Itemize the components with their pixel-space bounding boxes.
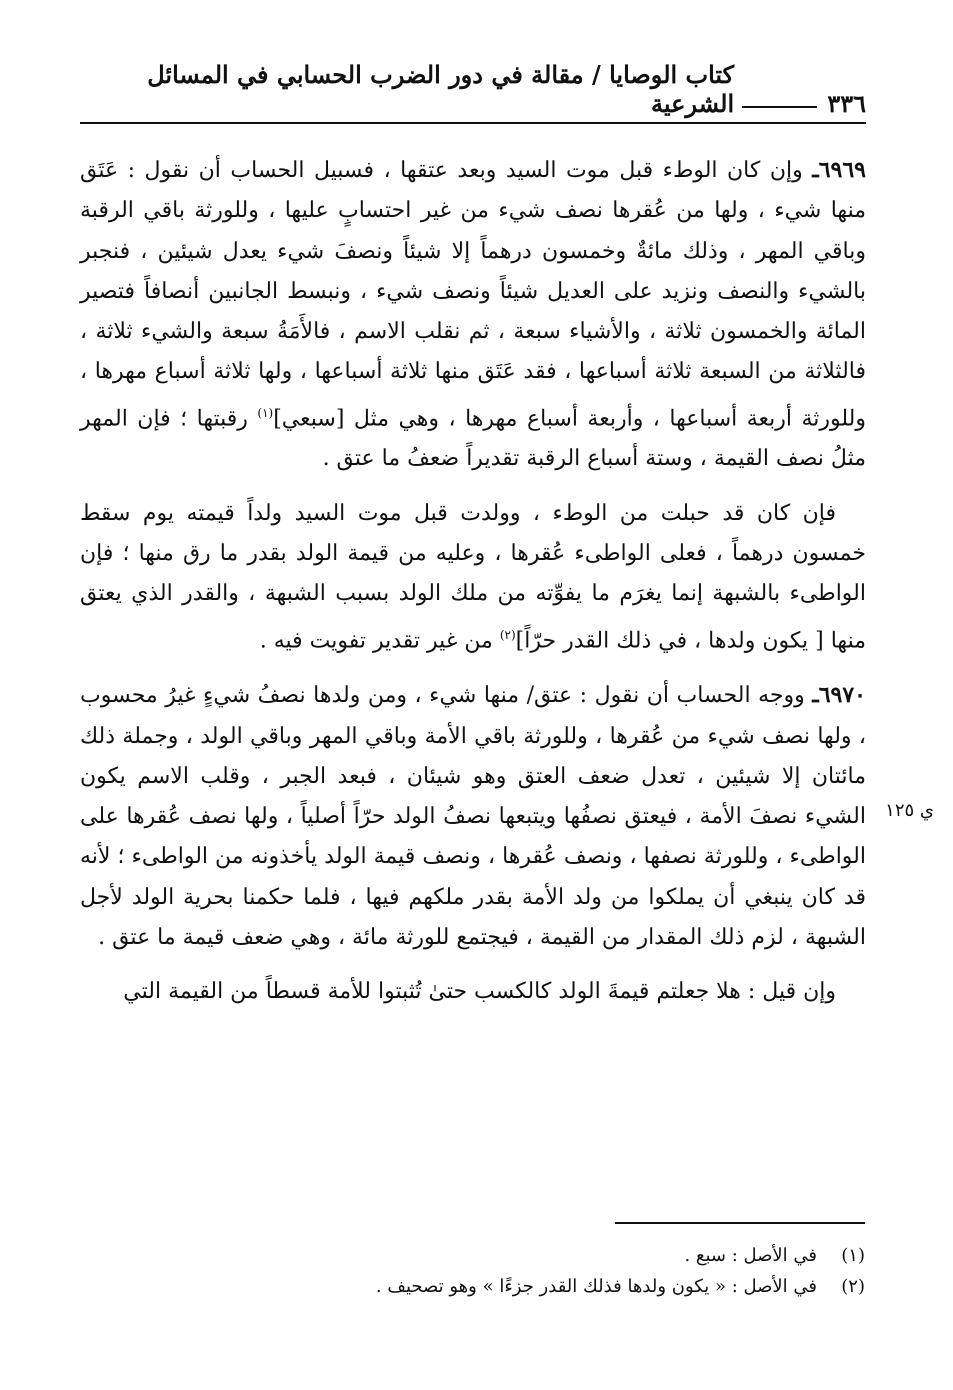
footnote-ref[interactable]: (١) bbox=[257, 405, 274, 420]
page-number: ٣٣٦ bbox=[827, 89, 866, 118]
paragraph-text: وإن كان الوطء قبل موت السيد وبعد عتقها ، فسبيل الحساب أن نقول : عَتَق منها شيء ، ولها من عُقرها نصف شيء من غير احتسابٍ عليها ، وللورثة باقي الرقبة وباقي المهر ، وذلك مائةٌ وخمسون درهماً إلا شيئاً ونصفَ شيء يعدل شيئين ، فنجبر بالشيء والنصف ونزيد على العديل شيئاً ونصف شيء ، ونبسط الجانبين أنصافاً فتصير المائة والخمسون ثلاثة ، والأشياء سبعة ، ثم نقلب الاسم ، فالأَمَةُ سبعة والشيء ثلاثة ، فالثلاثة من السبعة ثلاثة أسباعها ، فقد عَتَق منها ثلاثة أسباعها ، ولها ثلاثة أسباع مهرها ، وللورثة أربعة أسباعها ، وأربعة أسباع مهرها ، وهي مثل [سبعي] bbox=[80, 158, 867, 432]
footnotes bbox=[85, 1240, 865, 1302]
paragraph-text: وإن قيل : هلا جعلتم قيمةَ الولد كالكسب حتىٰ تُثبتوا للأمة قسطاً من القيمة التي bbox=[123, 979, 836, 1005]
footnote-1 bbox=[85, 1240, 865, 1271]
paragraph-6970 bbox=[80, 675, 866, 958]
footnote-number: (١) bbox=[841, 1245, 865, 1266]
paragraph-pregnancy bbox=[80, 494, 866, 662]
page-body bbox=[80, 150, 866, 1027]
paragraph-number: ٦٩٧٠ـ bbox=[812, 682, 866, 709]
page-header bbox=[80, 60, 866, 124]
paragraph-question bbox=[80, 972, 866, 1012]
footnote-separator bbox=[615, 1222, 865, 1224]
paragraph-text: ووجه الحساب أن نقول : عتق/ منها شيء ، ومن ولدها نصفُ شيءٍ غيرُ محسوب ، ولها نصف شيء من عُقرها ، وللورثة باقي الأمة وباقي المهر وباقي الولد ، وجملة ذلك مائتان إلا شيئين ، تعدل ضعف العتق وهو شيئان ، فبعد الجبر ، وقلب الاسم يكون الشيء نصفَ الأمة ، فيعتق نصفُها ويتبعها نصفُ الولد حرّاً أصلياً ، ولها نصف عُقرها على الواطىء ، وللورثة نصفها ، ونصف عُقرها ، ونصف قيمة الولد يأخذونه من الواطىء ؛ لأنه قد كان ينبغي أن يملكوا من ولد الأمة بقدر ملكهم فيها ، فلما حكمنا بحرية الولد لأجل الشبهة ، لزم ذلك المقدار من القيمة ، فيجتمع للورثة مائة ، وهي ضعف قيمة ما عتق . bbox=[80, 683, 866, 950]
footnote-ref[interactable]: (٢) bbox=[499, 627, 516, 642]
paragraph-number: ٦٩٦٩ـ bbox=[812, 157, 866, 183]
paragraph-6969 bbox=[80, 150, 866, 480]
footnote-text: في الأصل : « يكون ولدها فذلك القدر جزءًا » وهو تصحيف . bbox=[375, 1276, 817, 1297]
paragraph-text: فإن كان قد حبلت من الوطء ، وولدت قبل موت السيد ولداً قيمته يوم سقط خمسون درهماً ، فعلى الواطىء عُقرها ، وعليه من قيمة الولد بقدر ما رق منها ؛ فإن الواطىء بالشبهة إنما يغرَم ما يفوِّته من ملك الولد بسبب الشبهة ، والقدر الذي يعتق منها [ يكون ولدها ، في ذلك القدر حرّاً] bbox=[80, 500, 866, 653]
footnote-number: (٢) bbox=[841, 1276, 865, 1297]
footnote-text: في الأصل : سبع . bbox=[684, 1245, 817, 1266]
header-dash bbox=[742, 106, 817, 108]
paragraph-text-cont: من غير تقدير تفويت فيه . bbox=[259, 627, 500, 653]
footnote-2 bbox=[85, 1271, 865, 1302]
running-title: كتاب الوصايا / مقالة في دور الضرب الحسابي في المسائل الشرعية bbox=[147, 60, 735, 118]
margin-note: ي ١٢٥ bbox=[885, 800, 934, 821]
paragraph-text-cont: رقبتها ؛ فإن المهر مثلُ نصف القيمة ، وستة أسباع الرقبة تقديراً ضعفُ ما عتق . bbox=[80, 406, 866, 472]
